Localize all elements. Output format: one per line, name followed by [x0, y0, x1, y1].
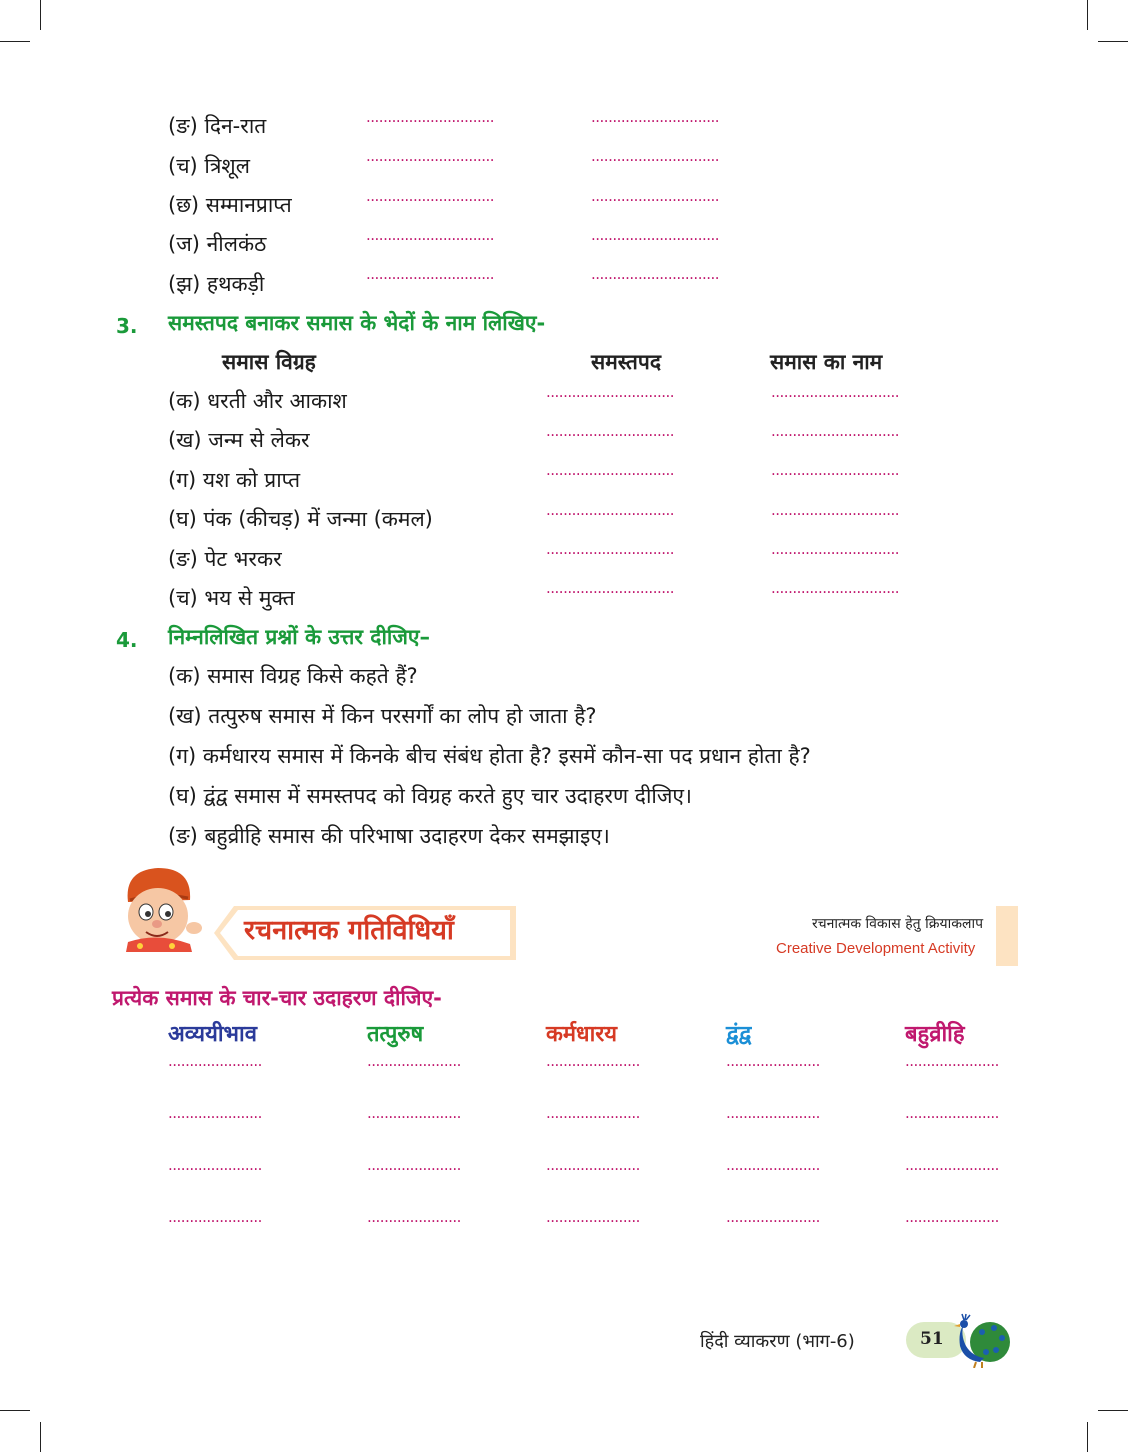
column-dvandva: द्वंद्व	[726, 1022, 752, 1047]
blank-line[interactable]: ......................	[367, 1208, 461, 1226]
row-label: (क) धरती और आकाश	[168, 389, 347, 413]
blank-line[interactable]: ......................	[905, 1208, 999, 1226]
crop-mark	[0, 41, 30, 42]
blank-line[interactable]: ..............................	[771, 383, 900, 401]
blank-line[interactable]: ..............................	[546, 422, 675, 440]
blank-line[interactable]: ......................	[726, 1156, 820, 1174]
blank-line[interactable]: ......................	[367, 1052, 461, 1070]
blank-line[interactable]: ......................	[168, 1208, 262, 1226]
blank-line[interactable]: ..............................	[366, 226, 495, 244]
blank-line[interactable]: ......................	[546, 1156, 640, 1174]
column-header-samastpad: समस्तपद	[591, 350, 661, 374]
question-item: (घ) द्वंद्व समास में समस्तपद को विग्रह करते हुए चार उदाहरण दीजिए।	[168, 784, 692, 808]
blank-line[interactable]: ..............................	[366, 108, 495, 126]
blank-line[interactable]: ......................	[726, 1104, 820, 1122]
column-header-samas-naam: समास का नाम	[770, 350, 883, 374]
blank-line[interactable]: ..............................	[771, 579, 900, 597]
blank-line[interactable]: ..............................	[771, 501, 900, 519]
blank-line[interactable]: ..............................	[591, 108, 720, 126]
row-label: (घ) पंक (कीचड़) में जन्मा (कमल)	[168, 507, 433, 531]
blank-line[interactable]: ......................	[905, 1052, 999, 1070]
question-item: (क) समास विग्रह किसे कहते हैं?	[168, 664, 418, 688]
blank-line[interactable]: ..............................	[771, 461, 900, 479]
crop-mark	[1087, 1422, 1088, 1452]
question-item: (ख) तत्पुरुष समास में किन परसर्गों का लोप हो जाता है?	[168, 704, 597, 728]
blank-line[interactable]: ......................	[168, 1104, 262, 1122]
question-number: 3.	[116, 314, 138, 338]
blank-line[interactable]: ..............................	[771, 540, 900, 558]
crop-mark	[40, 0, 41, 30]
row-label: (च) त्रिशूल	[168, 154, 250, 178]
blank-line[interactable]: ......................	[367, 1104, 461, 1122]
column-bahuvrihi: बहुव्रीहि	[905, 1022, 965, 1047]
blank-line[interactable]: ......................	[905, 1156, 999, 1174]
blank-line[interactable]: ..............................	[591, 187, 720, 205]
row-label: (छ) सम्मानप्राप्त	[168, 193, 292, 217]
blank-line[interactable]: ..............................	[546, 501, 675, 519]
crop-mark	[1098, 41, 1128, 42]
column-header-vigrah: समास विग्रह	[222, 350, 316, 374]
blank-line[interactable]: ......................	[726, 1052, 820, 1070]
book-title: हिंदी व्याकरण (भाग-6)	[700, 1331, 855, 1352]
blank-line[interactable]: ......................	[168, 1052, 262, 1070]
crop-mark	[1098, 1410, 1128, 1411]
row-label: (च) भय से मुक्त	[168, 586, 295, 610]
column-avyayibhav: अव्ययीभाव	[168, 1022, 257, 1047]
blank-line[interactable]: ......................	[546, 1104, 640, 1122]
tag-hindi: रचनात्मक विकास हेतु क्रियाकलाप	[812, 916, 984, 932]
blank-line[interactable]: ..............................	[546, 383, 675, 401]
question-number: 4.	[116, 628, 138, 652]
question-item: (ङ) बहुव्रीहि समास की परिभाषा उदाहरण देकर समझाइए।	[168, 824, 610, 848]
column-karmadharay: कर्मधारय	[546, 1022, 618, 1047]
blank-line[interactable]: ..............................	[591, 265, 720, 283]
row-label: (झ) हथकड़ी	[168, 272, 265, 296]
activity-instruction: प्रत्येक समास के चार-चार उदाहरण दीजिए-	[112, 986, 442, 1010]
question-heading: निम्नलिखित प्रश्नों के उत्तर दीजिए–	[168, 625, 431, 649]
question-item: (ग) कर्मधारय समास में किनके बीच संबंध होता है? इसमें कौन-सा पद प्रधान होता है?	[168, 744, 811, 768]
boy-mascot-icon	[110, 862, 210, 952]
crop-mark	[0, 1410, 30, 1411]
blank-line[interactable]: ......................	[905, 1104, 999, 1122]
blank-line[interactable]: ......................	[367, 1156, 461, 1174]
row-label: (ग) यश को प्राप्त	[168, 468, 301, 492]
row-label: (ज) नीलकंठ	[168, 232, 267, 256]
row-label: (ङ) दिन-रात	[168, 114, 267, 138]
blank-line[interactable]: ......................	[546, 1208, 640, 1226]
blank-line[interactable]: ..............................	[366, 265, 495, 283]
blank-line[interactable]: ..............................	[771, 422, 900, 440]
crop-mark	[40, 1422, 41, 1452]
crop-mark	[1087, 0, 1088, 30]
blank-line[interactable]: ..............................	[546, 540, 675, 558]
row-label: (ङ) पेट भरकर	[168, 547, 282, 571]
blank-line[interactable]: ..............................	[546, 579, 675, 597]
blank-line[interactable]: ..............................	[591, 147, 720, 165]
blank-line[interactable]: ..............................	[366, 147, 495, 165]
row-label: (ख) जन्म से लेकर	[168, 428, 310, 452]
tag-english: Creative Development Activity	[776, 940, 976, 957]
blank-line[interactable]: ..............................	[591, 226, 720, 244]
question-heading: समस्तपद बनाकर समास के भेदों के नाम लिखिए-	[168, 311, 546, 335]
banner-title: रचनात्मक गतिविधियाँ	[244, 915, 454, 946]
blank-line[interactable]: ......................	[546, 1052, 640, 1070]
peacock-icon	[950, 1312, 1012, 1368]
blank-line[interactable]: ..............................	[546, 461, 675, 479]
blank-line[interactable]: ......................	[726, 1208, 820, 1226]
blank-line[interactable]: ..............................	[366, 187, 495, 205]
page-number: 51	[920, 1329, 944, 1349]
column-tatpurush: तत्पुरुष	[367, 1022, 424, 1047]
blank-line[interactable]: ......................	[168, 1156, 262, 1174]
